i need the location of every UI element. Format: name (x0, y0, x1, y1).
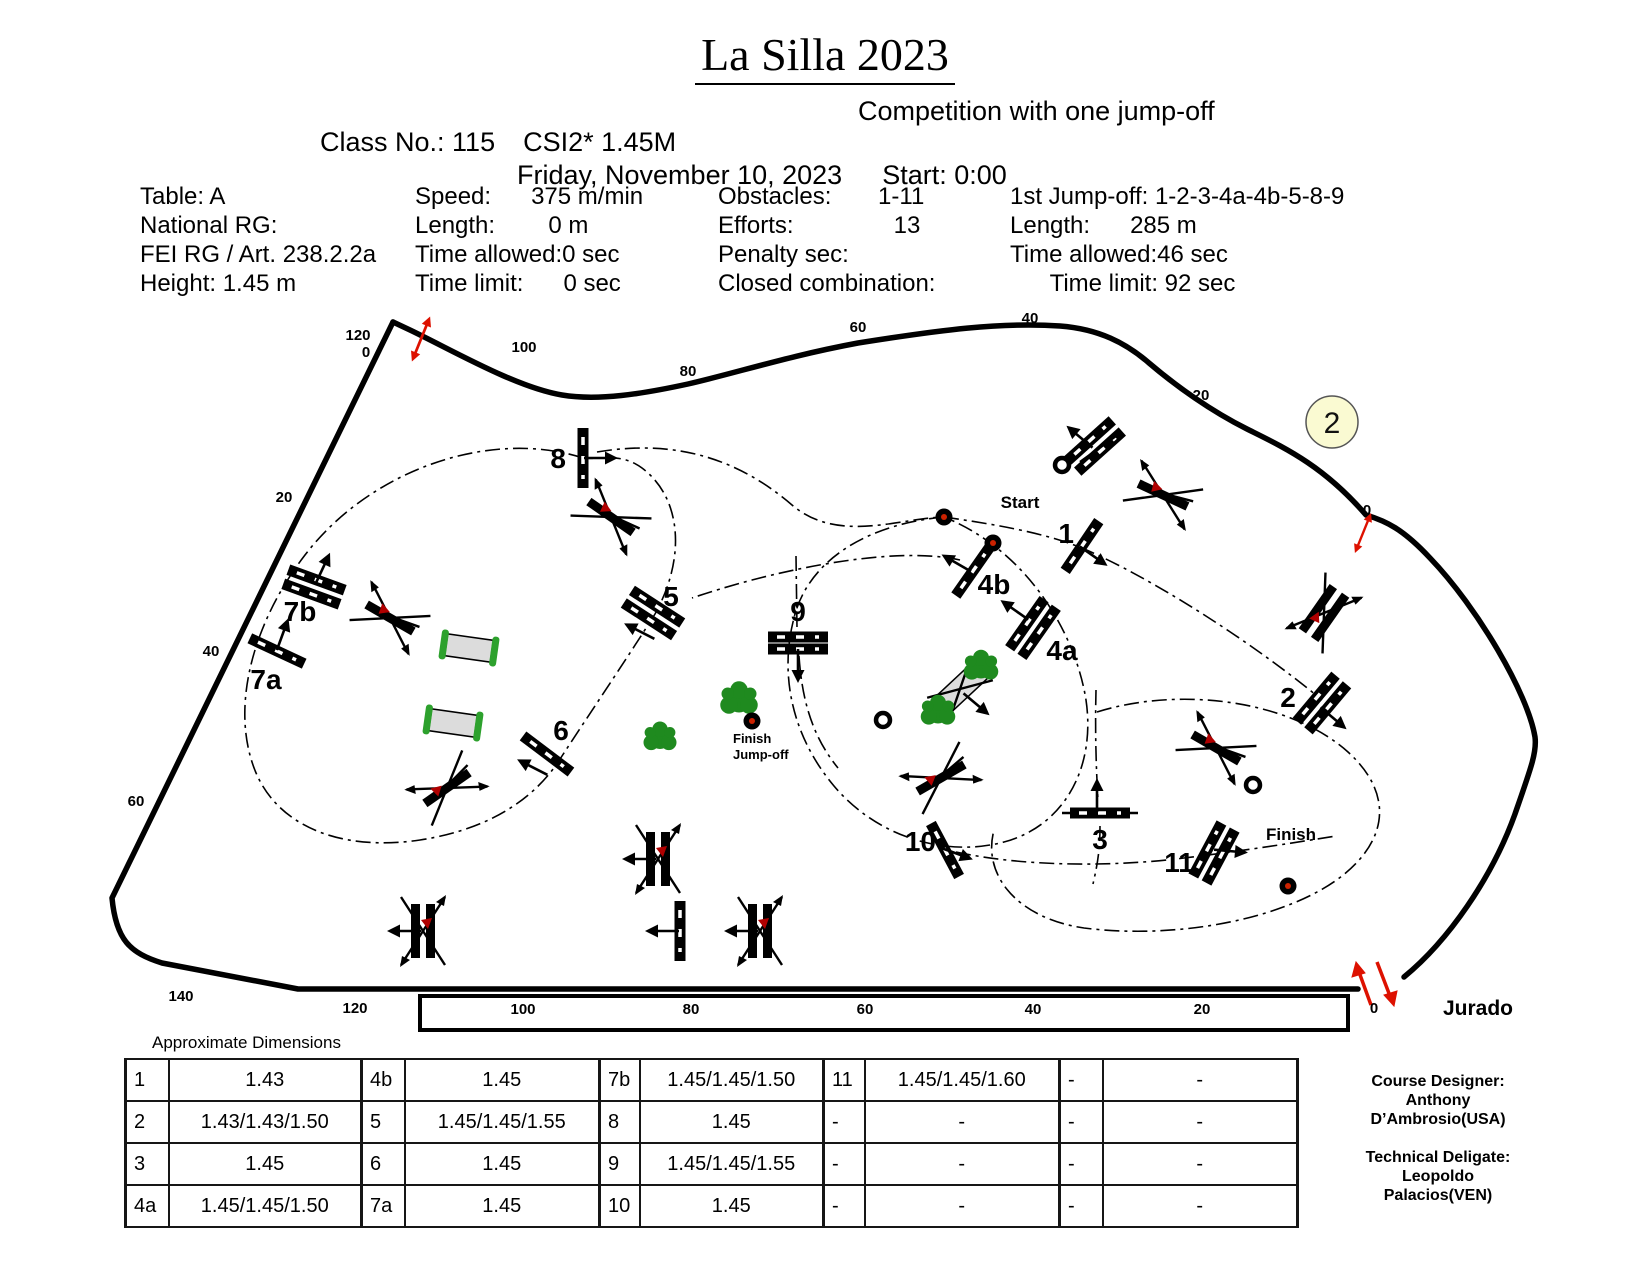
obstacle-id-cell: 4a (126, 1185, 169, 1227)
obstacle-id-cell: 10 (600, 1185, 640, 1227)
jump-label-6: 6 (553, 715, 569, 746)
obstacle-id-cell: 7a (362, 1185, 405, 1227)
unused-jump-6 (1285, 570, 1364, 655)
info-jumpoff-order: 1st Jump-off: 1-2-3-4a-4b-5-8-9 (1010, 183, 1345, 210)
dimensions-table (124, 1058, 1299, 1228)
finish-jumpoff-label-2: Jump-off (733, 747, 789, 762)
course-designer-name-2: D’Ambrosio(USA) (1370, 1111, 1506, 1128)
obstacle-height-cell: - (1103, 1101, 1298, 1143)
jump-label-4a: 4a (1046, 635, 1078, 666)
technical-delegate-name-2: Palacios(VEN) (1383, 1187, 1493, 1204)
meter-b-40: 40 (1024, 1001, 1042, 1018)
finish-label: Finish (1265, 825, 1317, 844)
info-length: Length: 0 m (415, 212, 589, 239)
circle-marker-3 (1246, 778, 1260, 792)
obstacle-id-cell: - (824, 1185, 865, 1227)
obstacle-id-cell: 5 (362, 1101, 405, 1143)
obstacle-id-cell: 8 (600, 1101, 640, 1143)
start-dot (936, 509, 953, 526)
course-designer-title: Course Designer: (1371, 1073, 1505, 1090)
obstacle-height-cell: 1.45 (169, 1143, 362, 1185)
jump-label-4b: 4b (977, 569, 1011, 600)
jump-9 (768, 632, 828, 684)
wall-2 (422, 704, 484, 742)
unused-jump-8 (1173, 710, 1258, 786)
competition-type: Competition with one jump-off (858, 96, 1215, 126)
meter-tr-20: 20 (1192, 387, 1210, 404)
obstacle-height-cell: - (865, 1185, 1060, 1227)
obstacle-height-cell: - (1103, 1143, 1298, 1185)
obstacle-height-cell: - (865, 1143, 1060, 1185)
info-closed-combination: Closed combination: (718, 270, 936, 297)
unused-jump-11 (645, 901, 686, 961)
meter-t-40: 40 (1021, 310, 1039, 327)
meter-b-140: 140 (168, 988, 194, 1005)
meter-b-120: 120 (342, 1000, 368, 1017)
obstacle-height-cell: 1.45 (640, 1185, 824, 1227)
info-table: Table: A (140, 183, 226, 210)
obstacle-height-cell: 1.45/1.45/1.50 (169, 1185, 362, 1227)
meter-l-40: 40 (202, 643, 220, 660)
meter-tl-120: 120 (345, 327, 371, 344)
info-time-limit: Time limit: 0 sec (415, 270, 621, 297)
jump-label-2: 2 (1280, 682, 1296, 713)
info-height: Height: 1.45 m (140, 270, 297, 297)
obstacle-height-cell: - (1103, 1059, 1298, 1101)
jurado-label: Jurado (1442, 997, 1514, 1020)
obstacle-height-cell: 1.45 (405, 1143, 600, 1185)
info-jumpoff-length: Length: 285 m (1010, 212, 1197, 239)
obstacle-height-cell: 1.45 (640, 1101, 824, 1143)
meter-b-80: 80 (682, 1001, 700, 1018)
jump-label-10: 10 (904, 826, 936, 857)
jump-label-7b: 7b (283, 596, 317, 627)
unused-jump-3 (404, 749, 489, 828)
course-track (245, 448, 1380, 931)
dimensions-table-body (126, 1059, 1298, 1227)
info-time-allowed: Time allowed:0 sec (415, 241, 620, 268)
obstacle-id-cell: - (824, 1101, 865, 1143)
info-fei-rg: FEI RG / Art. 238.2.2a (140, 241, 377, 268)
jump-11 (1188, 820, 1248, 885)
officials-spacer (1333, 1129, 1543, 1148)
dimensions-caption: Approximate Dimensions (152, 1033, 341, 1052)
wall-1 (438, 629, 500, 667)
info-penalty: Penalty sec: (718, 241, 849, 268)
obstacle-id-cell: 11 (824, 1059, 865, 1101)
obstacle-id-cell: 2 (126, 1101, 169, 1143)
obstacle-height-cell: - (1103, 1185, 1298, 1227)
j-label-11: 11 (1164, 847, 1194, 878)
obstacle-height-cell: - (865, 1101, 1060, 1143)
meter-b-20: 20 (1193, 1001, 1211, 1018)
class-name: CSI2* 1.45M (523, 127, 677, 157)
technical-delegate-name-1: Leopoldo (1402, 1168, 1474, 1185)
meter-tl-0: 0 (361, 344, 371, 361)
dimensions-row (126, 1143, 1298, 1185)
obstacle-id-cell: 7b (600, 1059, 640, 1101)
obstacle-height-cell: 1.45 (405, 1059, 600, 1101)
obstacle-id-cell: 3 (126, 1143, 169, 1185)
unused-jump-10 (387, 895, 446, 967)
meter-b-60: 60 (856, 1001, 874, 1018)
meter-t-60: 60 (849, 319, 867, 336)
finish-jumpoff-dot (744, 713, 761, 730)
unused-jump-2 (347, 580, 432, 656)
obstacle-id-cell: 4b (362, 1059, 405, 1101)
course-designer-name-1: Anthony (1405, 1092, 1471, 1109)
obstacle-id-cell: 1 (126, 1059, 169, 1101)
obstacle-id-cell: - (824, 1143, 865, 1185)
obstacle-height-cell: 1.45 (405, 1185, 600, 1227)
tree-1 (720, 681, 758, 714)
obstacle-id-cell: 6 (362, 1143, 405, 1185)
unused-jump-12 (724, 895, 783, 967)
officials-block (1333, 1072, 1543, 1205)
page-number: 2 (1323, 407, 1341, 440)
unused-jump-9 (622, 823, 681, 895)
info-jumpoff-time-limit: Time limit: 92 sec (1010, 270, 1236, 297)
info-obstacles: Obstacles: 1-11 (718, 183, 925, 210)
meter-b-0: 0 (1369, 1000, 1379, 1017)
unused-jump-4 (1062, 416, 1126, 475)
info-national-rg: National RG: (140, 212, 278, 239)
obstacle-id-cell: - (1060, 1059, 1103, 1101)
jump-label-8: 8 (550, 443, 566, 474)
tree-2 (644, 722, 677, 751)
arena-boundary-right (393, 322, 1535, 977)
unused-jump-7 (898, 740, 983, 816)
info-efforts: Efforts: 13 (718, 212, 921, 239)
finish-jumpoff-label-1: Finish (733, 731, 772, 746)
obstacle-height-cell: 1.43/1.43/1.50 (169, 1101, 362, 1143)
dimensions-row (126, 1059, 1298, 1101)
page-title: La Silla 2023 (695, 28, 955, 85)
meter-t-100: 100 (511, 339, 537, 356)
jump-label-7a: 7a (250, 664, 282, 695)
jump-label-1: 1 (1058, 518, 1074, 549)
jump-label-9: 9 (790, 596, 806, 627)
obstacle-id-cell: - (1060, 1185, 1103, 1227)
finish-dot (1280, 878, 1297, 895)
jump-label-5: 5 (663, 581, 679, 612)
water-jump-decoration (921, 650, 999, 725)
start-label: Start (1000, 493, 1040, 512)
obstacle-height-cell: 1.45/1.45/1.60 (865, 1059, 1060, 1101)
unused-jump-1 (568, 478, 653, 557)
class-number: Class No.: 115 (320, 127, 496, 157)
info-speed: Speed: 375 m/min (415, 183, 644, 210)
page-number-badge (1306, 396, 1358, 448)
jump-3 (1062, 778, 1138, 819)
jump-8 (578, 428, 619, 488)
technical-delegate-title: Technical Deligate: (1365, 1149, 1511, 1166)
meter-l-60: 60 (127, 793, 145, 810)
meter-t-80: 80 (679, 363, 697, 380)
start-time: Start: 0:00 (882, 160, 1007, 190)
jump-2 (1293, 672, 1351, 735)
obstacle-height-cell: 1.45/1.45/1.55 (405, 1101, 600, 1143)
dimensions-row (126, 1185, 1298, 1227)
meter-b-100: 100 (510, 1001, 536, 1018)
obstacle-id-cell: 9 (600, 1143, 640, 1185)
jump-label-3: 3 (1092, 824, 1108, 855)
info-jumpoff-time-allowed: Time allowed:46 sec (1010, 241, 1228, 268)
dimensions-row (126, 1101, 1298, 1143)
meter-l-20: 20 (275, 489, 293, 506)
circle-marker-1 (1055, 458, 1069, 472)
meter-r-0: 0 (1362, 502, 1372, 519)
circle-marker-2 (876, 713, 890, 727)
unused-jump-5 (1121, 459, 1206, 531)
obstacle-height-cell: 1.45/1.45/1.55 (640, 1143, 824, 1185)
obstacle-height-cell: 1.45/1.45/1.50 (640, 1059, 824, 1101)
obstacle-height-cell: 1.43 (169, 1059, 362, 1101)
obstacle-id-cell: - (1060, 1101, 1103, 1143)
obstacle-id-cell: - (1060, 1143, 1103, 1185)
class-date: Friday, November 10, 2023 (517, 160, 843, 190)
